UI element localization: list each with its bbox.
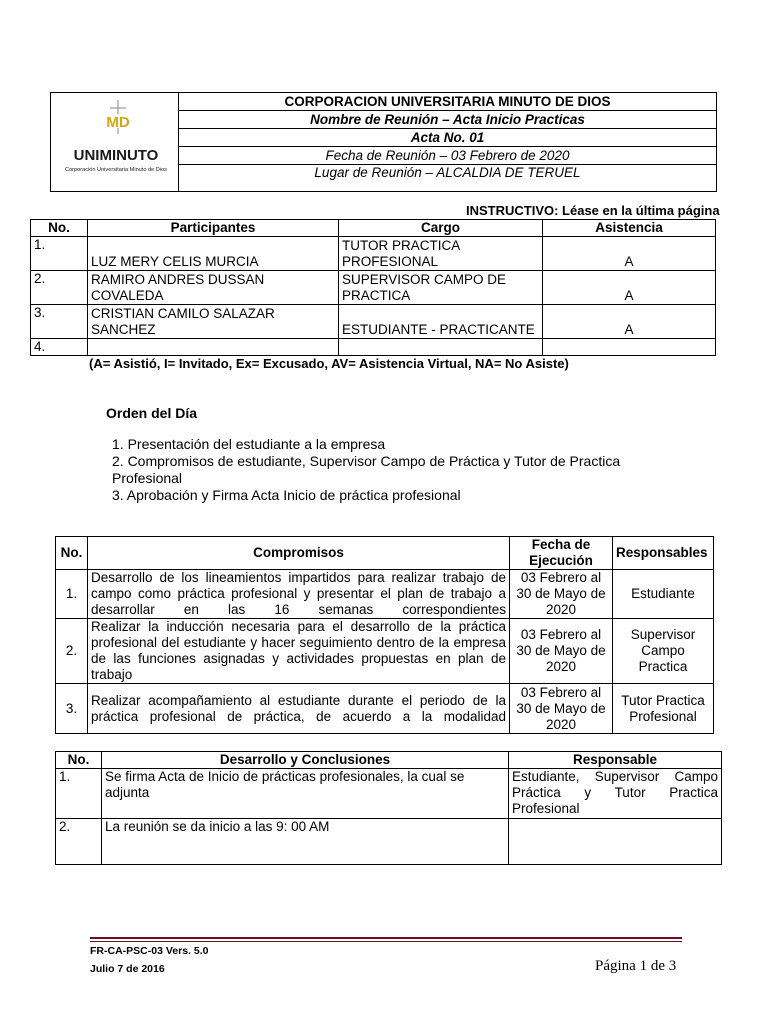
table-row (56, 619, 714, 684)
institution-name: CORPORACION UNIVERSITARIA MINUTO DE DIOS (179, 93, 717, 111)
participant-attendance (543, 339, 716, 356)
col-header-date: Fecha de Ejecución (510, 537, 613, 570)
col-header-responsible: Responsables (613, 537, 714, 570)
col-header-no: No. (56, 752, 102, 769)
participant-role: SUPERVISOR CAMPO DE PRACTICA (339, 271, 543, 305)
participant-role (339, 339, 543, 356)
table-row (56, 684, 714, 734)
participant-name: CRISTIAN CAMILO SALAZAR SANCHEZ (88, 305, 339, 339)
row-no: 1. (56, 570, 88, 619)
participant-attendance: A (543, 305, 716, 339)
participant-role: TUTOR PRACTICA PROFESIONAL (339, 237, 543, 271)
row-no: 2. (56, 619, 88, 684)
col-header-no: No. (56, 537, 88, 570)
row-no: 4. (31, 339, 88, 356)
total-pages: 3 (668, 958, 677, 974)
commitment-responsible: Tutor Practica Profesional (613, 684, 714, 734)
page-number (595, 958, 676, 975)
table-row (56, 570, 714, 619)
row-no: 2. (31, 271, 88, 305)
form-code: FR-CA-PSC-03 Vers. 5.0 (90, 945, 209, 957)
development-text: Se firma Acta de Inicio de prácticas profesionales, la cual se adjunta (102, 769, 509, 819)
commitment-text: Desarrollo de los lineamientos impartidos para realizar trabajo de campo como práctica profesional y presentar el plan de trabajo a desarrollar en las 16 semanas correspondientes (88, 570, 510, 619)
col-header-development: Desarrollo y Conclusiones (102, 752, 509, 769)
col-header-attendance: Asistencia (543, 220, 716, 237)
commitment-responsible: Supervisor Campo Practica (613, 619, 714, 684)
page-word: Página (595, 958, 636, 974)
table-row (31, 305, 716, 339)
table-row (56, 819, 722, 865)
row-no: 1. (56, 769, 102, 819)
footer-rule-thin (90, 941, 682, 942)
col-header-responsible: Responsable (509, 752, 722, 769)
development-responsible: Estudiante, Supervisor Campo Práctica y Tutor Practica Profesional (509, 769, 722, 819)
logo-subtitle: Corporación Universitaria Minuto de Dios (64, 167, 167, 173)
of-word: de (650, 958, 665, 974)
logo-mark: MD (105, 114, 130, 131)
table-row (56, 769, 722, 819)
commitment-date: 03 Febrero al 30 de Mayo de 2020 (510, 684, 613, 734)
agenda-item: 3. Aprobación y Firma Acta Inicio de práctica profesional (112, 487, 461, 503)
table-row (31, 237, 716, 271)
uniminuto-logo (52, 94, 178, 186)
development-text: La reunión se da inicio a las 9: 00 AM (102, 819, 509, 865)
col-header-no: No. (31, 220, 88, 237)
row-no: 1. (31, 237, 88, 271)
header-table (50, 92, 717, 192)
participant-attendance: A (543, 237, 716, 271)
logo-name: UNIMINUTO (73, 147, 158, 164)
current-page: 1 (639, 958, 648, 974)
col-header-participants: Participantes (88, 220, 339, 237)
meeting-name: Nombre de Reunión – Acta Inicio Practicas (179, 111, 717, 129)
commitments-table (55, 536, 714, 734)
agenda-list (112, 436, 632, 504)
table-row (31, 339, 716, 356)
meeting-place: Lugar de Reunión – ALCALDIA DE TERUEL (179, 165, 717, 192)
commitment-date: 03 Febrero al 30 de Mayo de 2020 (510, 570, 613, 619)
development-responsible (509, 819, 722, 865)
logo-cell (51, 93, 179, 192)
commitment-date: 03 Febrero al 30 de Mayo de 2020 (510, 619, 613, 684)
row-no: 3. (56, 684, 88, 734)
attendance-legend: (A= Asistió, I= Invitado, Ex= Excusado, AV= Asistencia Virtual, NA= No Asiste) (89, 356, 569, 371)
commitment-text: Realizar la inducción necesaria para el desarrollo de la práctica profesional del estudiante y hacer seguimiento dentro de la empresa de las funciones asignadas y actividades propuestas en plan de trabajo (88, 619, 510, 684)
form-date: Julio 7 de 2016 (90, 963, 165, 975)
agenda-title: Orden del Día (106, 405, 198, 421)
participants-table (30, 219, 716, 356)
agenda-item: 2. Compromisos de estudiante, Supervisor Campo de Práctica y Tutor de Practica Profesional (112, 453, 621, 486)
participant-attendance: A (543, 271, 716, 305)
meeting-date: Fecha de Reunión – 03 Febrero de 2020 (179, 147, 717, 165)
participant-name: LUZ MERY CELIS MURCIA (88, 237, 339, 271)
row-no: 3. (31, 305, 88, 339)
footer-rule (90, 937, 682, 939)
participant-role: ESTUDIANTE - PRACTICANTE (339, 305, 543, 339)
table-row (31, 271, 716, 305)
acta-number: Acta No. 01 (179, 129, 717, 147)
agenda-item: 1. Presentación del estudiante a la empresa (112, 436, 386, 452)
development-table (55, 751, 722, 865)
instructions-note: INSTRUCTIVO: Léase en la última página (466, 203, 720, 218)
commitment-text: Realizar acompañamiento al estudiante durante el periodo de la práctica profesional de práctica, de acuerdo a la modalidad (88, 684, 510, 734)
col-header-role: Cargo (339, 220, 543, 237)
participant-name: RAMIRO ANDRES DUSSAN COVALEDA (88, 271, 339, 305)
col-header-commitments: Compromisos (88, 537, 510, 570)
row-no: 2. (56, 819, 102, 865)
participant-name (88, 339, 339, 356)
commitment-responsible: Estudiante (613, 570, 714, 619)
